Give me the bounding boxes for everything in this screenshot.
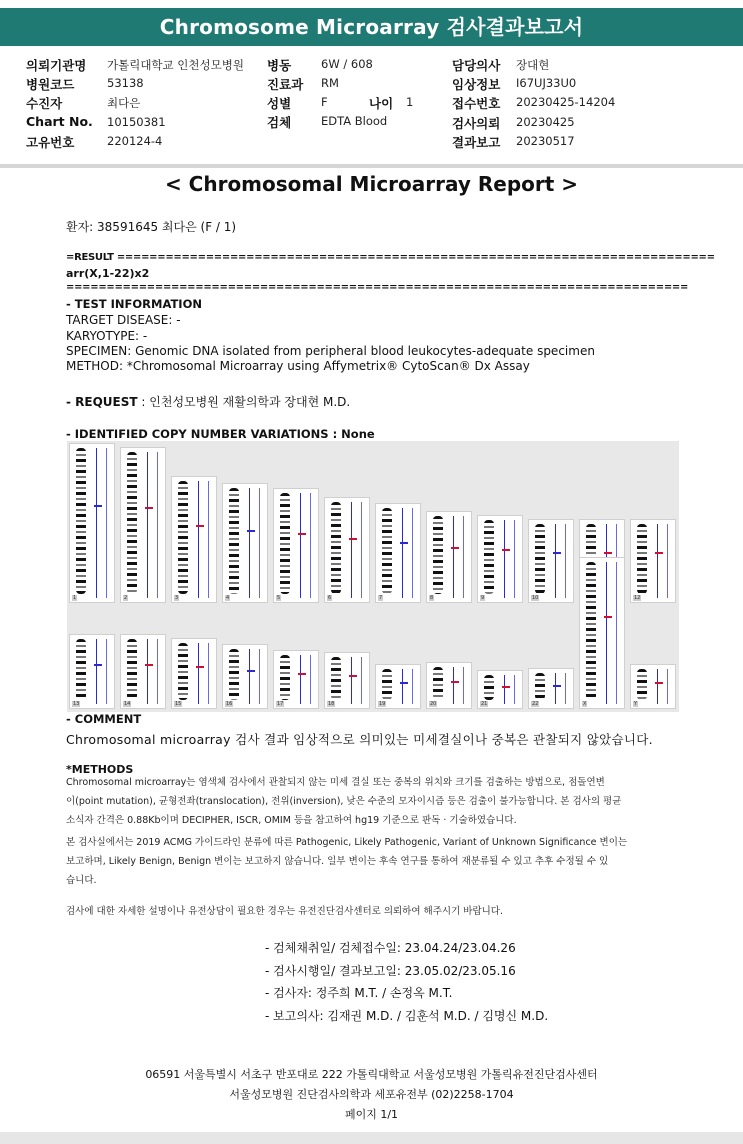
methods-heading: *METHODS: [66, 763, 134, 776]
target-disease: TARGET DISEASE: -: [66, 313, 181, 327]
chromosome-number-label: 2: [124, 595, 128, 601]
chromosome-number-label: 22: [532, 701, 539, 707]
age-label: 나이: [369, 96, 394, 111]
log-ratio-track: [157, 639, 158, 704]
methods-paragraph-1: [66, 773, 682, 830]
centromere-marker: [298, 533, 306, 535]
chromosome-band: [484, 675, 494, 700]
chromosome-number-label: 18: [328, 701, 335, 707]
specimen-label: 검체: [267, 115, 292, 130]
log-ratio-track: [514, 520, 515, 598]
centromere-marker: [604, 552, 612, 554]
chromosome-10: [528, 519, 574, 603]
dates-list: [265, 937, 548, 1027]
log-ratio-track: [412, 669, 413, 704]
perform-dates: - 검사시행일/ 결과보고일: 23.05.02/23.05.16: [265, 963, 516, 978]
footer-page: 페이지 1/1: [344, 1108, 399, 1121]
methods-p2-line3: 습니다.: [66, 875, 97, 886]
centromere-marker: [502, 549, 510, 551]
chromosome-band: [178, 643, 188, 700]
hospital-code-label: 병원코드: [26, 77, 75, 92]
log-ratio-track: [514, 675, 515, 704]
log-ratio-track: [106, 448, 107, 598]
log-ratio-track: [259, 649, 260, 704]
centromere-marker: [604, 616, 612, 618]
page-bottom-strip: [0, 1132, 743, 1144]
chromosome-Y: [630, 664, 676, 709]
result-value: arr(X,1-22)x2: [66, 267, 150, 280]
copy-number-track: [402, 508, 403, 598]
copy-number-track: [555, 673, 556, 704]
chromosome-1: [69, 443, 115, 603]
chromosome-number-label: X: [583, 701, 587, 707]
methods-paragraph-3: 검사에 대한 자세한 설명이나 유전상담이 필요한 경우는 유전진단검사센터로 의뢰하여 해주시기 바랍니다.: [66, 906, 504, 917]
doctor-value: 장대현: [516, 58, 550, 72]
centromere-marker: [451, 547, 459, 549]
footer-dept: 서울성모병원 진단검사의학과 세포유전부 (02)2258-1704: [229, 1088, 514, 1101]
centromere-marker: [502, 686, 510, 688]
chromosome-5: [273, 488, 319, 603]
chromosome-band: [382, 508, 392, 594]
log-ratio-track: [565, 673, 566, 704]
chromosome-X: [579, 557, 625, 709]
chromosome-3: [171, 476, 217, 603]
dept-label: 진료과: [267, 77, 304, 92]
copy-number-track: [147, 452, 148, 598]
methods-p1-line1: Chromosomal microarray는 염색체 검사에서 관찰되지 않는 미세 결실 또는 중복의 위치와 크기를 검출하는 방법으로, 점돌연변: [66, 777, 605, 788]
log-ratio-track: [667, 669, 668, 704]
chromosome-band: [637, 669, 647, 700]
hospital-code-value: 53138: [107, 76, 144, 90]
copy-number-track: [504, 520, 505, 598]
report-title: < Chromosomal Microarray Report >: [164, 172, 579, 196]
chromosome-band: [76, 639, 86, 700]
report-header-title: Chromosome Microarray 검사결과보고서: [0, 8, 743, 46]
copy-number-track: [453, 667, 454, 704]
chromosome-band: [229, 649, 239, 700]
chromosome-number-label: 6: [328, 595, 332, 601]
clinical-value: I67UJ33U0: [516, 76, 577, 90]
chromosome-band: [280, 655, 290, 700]
chromosome-number-label: 1: [73, 595, 77, 601]
chromosome-19: [375, 664, 421, 709]
chromosome-20: [426, 662, 472, 709]
chromosome-number-label: 8: [430, 595, 434, 601]
chromosome-band: [127, 639, 137, 700]
method-desc: METHOD: *Chromosomal Microarray using Affymetrix® CytoScan® Dx Assay: [66, 359, 530, 373]
chart-label: Chart No.: [26, 114, 93, 129]
centromere-marker: [400, 682, 408, 684]
specimen-value: EDTA Blood: [321, 114, 388, 128]
chromosome-number-label: 7: [379, 595, 383, 601]
dept-value: RM: [321, 76, 339, 90]
chromosome-band: [484, 520, 494, 594]
comment-text: Chromosomal microarray 검사 결과 임상적으로 의미있는 미세결실이나 중복은 관찰되지 않았습니다.: [66, 732, 653, 747]
chromosome-number-label: 9: [481, 595, 485, 601]
centromere-marker: [145, 664, 153, 666]
chromosome-band: [127, 452, 137, 594]
karyotype: KARYOTYPE: -: [66, 329, 148, 343]
chromosome-13: [69, 634, 115, 709]
chromosome-number-label: 15: [175, 701, 182, 707]
centromere-marker: [145, 507, 153, 509]
chromosome-number-label: 19: [379, 701, 386, 707]
methods-p1-line2: 이(point mutation), 균형전좌(translocation), 전위(inversion), 낮은 수준의 모자이시즘 등은 검출이 불가능합니다. 본 검사의 평균: [66, 796, 622, 807]
log-ratio-track: [463, 516, 464, 598]
copy-number-track: [351, 502, 352, 598]
chromosome-band: [76, 448, 86, 594]
specimen-desc: SPECIMEN: Genomic DNA isolated from peripheral blood leukocytes-adequate specimen: [66, 344, 595, 358]
centromere-marker: [196, 666, 204, 668]
sex-value: F: [321, 95, 328, 109]
methods-p2-line1: 본 검사실에서는 2019 ACMG 가이드라인 분류에 따른 Pathogenic, Likely Pathogenic, Variant of Unknown Significance 변이는: [66, 837, 628, 848]
copy-number-track: [657, 524, 658, 598]
log-ratio-track: [361, 657, 362, 704]
log-ratio-track: [106, 639, 107, 704]
chromosome-7: [375, 503, 421, 603]
request-line: [66, 393, 350, 410]
chromosome-number-label: 14: [124, 701, 131, 707]
centromere-marker: [655, 682, 663, 684]
centromere-marker: [553, 685, 561, 687]
request-date-label: 검사의뢰: [452, 116, 501, 131]
tester-names: - 검사자: 정주희 M.T. / 손정옥 M.T.: [265, 986, 453, 1000]
sex-label: 성별: [267, 96, 292, 111]
chromosome-2: [120, 447, 166, 603]
request-value: : 인천성모병원 재활의학과 장대현 M.D.: [141, 395, 351, 409]
chromosome-8: [426, 511, 472, 603]
chromosome-number-label: Y: [634, 701, 638, 707]
log-ratio-track: [616, 562, 617, 704]
ward-value: 6W / 608: [321, 57, 373, 71]
chromosome-band: [280, 493, 290, 594]
chromosome-band: [331, 657, 341, 700]
chromosome-number-label: 10: [532, 595, 539, 601]
centromere-marker: [94, 664, 102, 666]
log-ratio-track: [412, 508, 413, 598]
centromere-marker: [400, 542, 408, 544]
log-ratio-track: [310, 493, 311, 598]
chromosome-number-label: 17: [277, 701, 284, 707]
centromere-marker: [94, 505, 102, 507]
copy-number-track: [96, 639, 97, 704]
copy-number-track: [453, 516, 454, 598]
centromere-marker: [349, 538, 357, 540]
request-label: - REQUEST: [66, 395, 138, 409]
chromosome-number-label: 16: [226, 701, 233, 707]
methods-p1-line3: 소식자 간격은 0.88Kb이며 DECIPHER, ISCR, OMIM 등을 참고하여 hg19 기준으로 판독 · 기술하였습니다.: [66, 815, 517, 826]
chromosome-band: [382, 669, 392, 700]
institution-label: 의뢰기관명: [26, 58, 87, 73]
chromosome-number-label: 5: [277, 595, 281, 601]
institution-value: 가톨릭대학교 인천성모병원: [107, 58, 244, 72]
chromosome-12: [630, 519, 676, 603]
centromere-marker: [196, 525, 204, 527]
reporter-names: - 보고의사: 김재권 M.D. / 김훈석 M.D. / 김명신 M.D.: [265, 1008, 549, 1023]
chromosome-band: [178, 481, 188, 594]
centromere-marker: [553, 552, 561, 554]
centromere-marker: [247, 670, 255, 672]
chromosome-4: [222, 483, 268, 603]
chromosome-number-label: 3: [175, 595, 179, 601]
chromosome-band: [535, 673, 545, 700]
log-ratio-track: [208, 481, 209, 598]
methods-p2-line2: 보고하며, Likely Benign, Benign 변이는 보고하지 않습니다. 일부 변이는 후속 연구를 통하여 재분류될 수 있고 추후 수정될 수 있: [66, 856, 609, 867]
patient-info-block: [0, 52, 743, 152]
patient-line: 환자: 38591645 최다은 (F / 1): [66, 220, 237, 234]
log-ratio-track: [565, 524, 566, 598]
centromere-marker: [349, 675, 357, 677]
chromosome-band: [586, 562, 596, 700]
cnv-heading: - IDENTIFIED COPY NUMBER VARIATIONS : None: [66, 427, 375, 441]
log-ratio-track: [157, 452, 158, 598]
log-ratio-track: [310, 655, 311, 704]
copy-number-track: [606, 562, 607, 704]
age-value: 1: [406, 95, 414, 109]
copy-number-track: [249, 488, 250, 598]
chromosome-22: [528, 668, 574, 709]
chromosome-17: [273, 650, 319, 709]
chromosome-number-label: 4: [226, 595, 230, 601]
chromosome-number-label: 12: [634, 595, 641, 601]
chromosome-16: [222, 644, 268, 709]
footer-address: 06591 서울특별시 서초구 반포대로 222 가톨릭대학교 서울성모병원 가톨릭유전진단검사센터: [145, 1068, 598, 1081]
collect-dates: - 검체채취일/ 검체접수일: 23.04.24/23.04.26: [265, 941, 516, 955]
chromosome-15: [171, 638, 217, 709]
copy-number-track: [300, 493, 301, 598]
chromosome-number-label: 21: [481, 701, 488, 707]
log-ratio-track: [463, 667, 464, 704]
copy-number-track: [249, 649, 250, 704]
uid-value: 220124-4: [107, 134, 163, 148]
chromosome-band: [535, 524, 545, 594]
chromosome-band: [637, 524, 647, 594]
centromere-marker: [451, 681, 459, 683]
result-rule: =============================================================================: [66, 282, 689, 293]
copy-number-track: [351, 657, 352, 704]
request-date-value: 20230425: [516, 115, 575, 129]
chromosome-band: [433, 516, 443, 594]
doctor-label: 담당의사: [452, 58, 501, 73]
centromere-marker: [655, 552, 663, 554]
karyogram-panel: [67, 441, 679, 712]
patient-value: 최다은: [107, 96, 141, 110]
chromosome-number-label: 13: [73, 701, 80, 707]
receipt-value: 20230425-14204: [516, 95, 616, 109]
copy-number-track: [198, 481, 199, 598]
log-ratio-track: [259, 488, 260, 598]
uid-label: 고유번호: [26, 135, 75, 150]
patient-label: 수진자: [26, 96, 63, 111]
result-header: =RESULT ==========================================================================: [66, 252, 715, 263]
chromosome-number-label: 20: [430, 701, 437, 707]
chromosome-band: [331, 502, 341, 594]
chromosome-14: [120, 634, 166, 709]
log-ratio-track: [361, 502, 362, 598]
copy-number-track: [300, 655, 301, 704]
test-info-heading: - TEST INFORMATION: [66, 297, 202, 311]
copy-number-track: [504, 675, 505, 704]
chart-value: 10150381: [107, 115, 166, 129]
copy-number-track: [198, 643, 199, 704]
copy-number-track: [147, 639, 148, 704]
copy-number-track: [96, 448, 97, 598]
clinical-label: 임상정보: [452, 77, 501, 92]
report-date-value: 20230517: [516, 134, 575, 148]
report-date-label: 결과보고: [452, 135, 501, 150]
methods-paragraph-2: [66, 833, 682, 890]
log-ratio-track: [667, 524, 668, 598]
chromosome-9: [477, 515, 523, 603]
copy-number-track: [402, 669, 403, 704]
ward-label: 병동: [267, 58, 292, 73]
copy-number-track: [657, 669, 658, 704]
copy-number-track: [555, 524, 556, 598]
receipt-label: 접수번호: [452, 96, 501, 111]
centromere-marker: [298, 673, 306, 675]
chromosome-18: [324, 652, 370, 709]
chromosome-21: [477, 670, 523, 709]
chromosome-band: [229, 488, 239, 594]
chromosome-band: [433, 667, 443, 700]
log-ratio-track: [208, 643, 209, 704]
centromere-marker: [247, 530, 255, 532]
comment-heading: - COMMENT: [66, 712, 142, 726]
chromosome-6: [324, 497, 370, 603]
header-divider: [0, 164, 743, 168]
